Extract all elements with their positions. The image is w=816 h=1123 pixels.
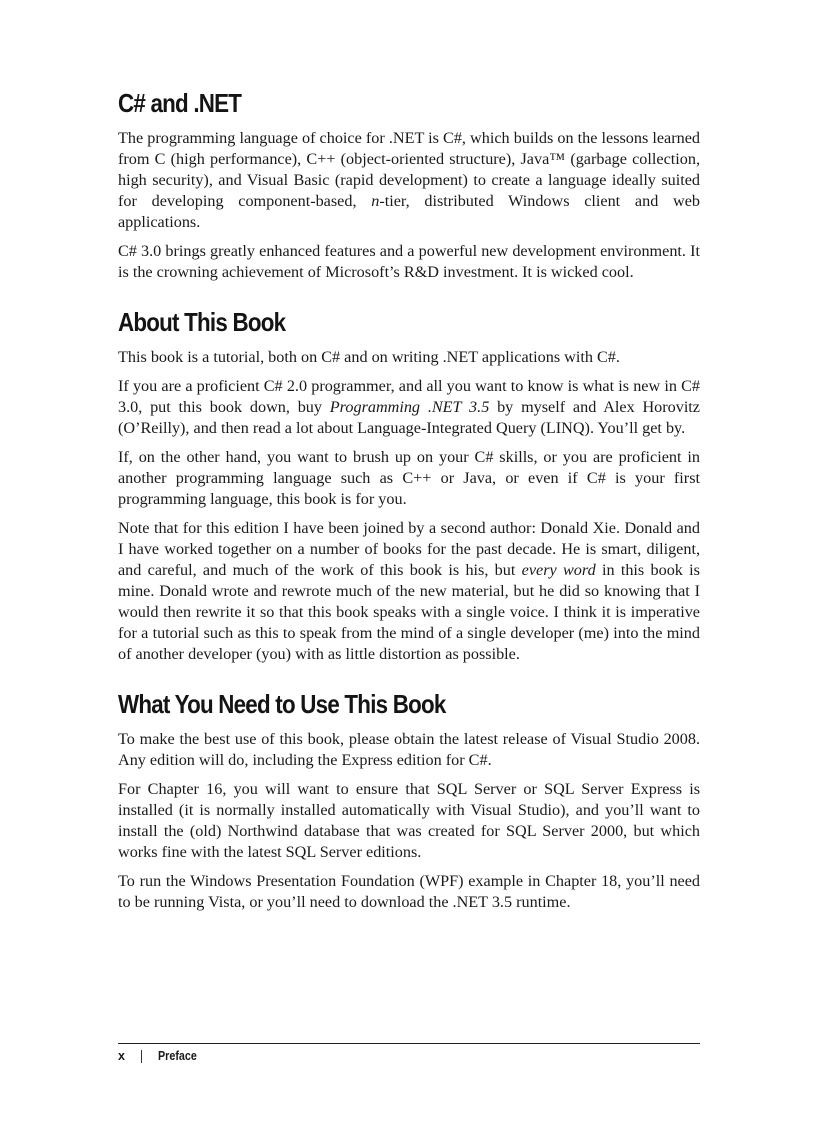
text-run: For Chapter 16, you will want to ensure that SQL Server or SQL Server Express is installed (it is normally installed automatically with Visual Studio), and you’ll want to install the (old) Northwind database that was created for SQL Server 2000, but which works fine with the latest SQL Server editions. [118, 780, 700, 861]
section-about-this-book [118, 305, 700, 665]
text-run: To run the Windows Presentation Foundation (WPF) example in Chapter 18, you’ll need to be running Vista, or you’ll need to download the .NET 3.5 runtime. [118, 872, 700, 911]
section-what-you-need [118, 687, 700, 913]
footer-separator [141, 1050, 142, 1063]
emphasis-text: every word [521, 561, 596, 579]
paragraph [118, 729, 700, 771]
section-csharp-and-dotnet [118, 86, 700, 283]
text-run: The programming language of choice for .NET is C#, which builds on the lessons learned from C (high performance), C++ (object-oriented structure), Java™ (garbage collection, high security), and Visual Basic (rapid development) to create a language ideally suited for developing component-based, [118, 129, 700, 210]
paragraph [118, 447, 700, 510]
paragraph [118, 347, 700, 368]
section-heading: C# and .NET [118, 88, 242, 118]
text-run: If, on the other hand, you want to brush up on your C# skills, or you are proficient in another programming language such as C++ or Java, or even if C# is your first programming language, this book is for you. [118, 448, 700, 508]
book-title: Programming .NET 3.5 [329, 398, 490, 416]
text-run: -tier, distributed Windows client and web applications. [118, 192, 700, 231]
text-run: Note that for this edition I have been joined by a second author: Donald Xie. Donald and I have worked together on a number of books for the past decade. He is smart, diligent, and careful, and much of the work of this book is his, but [118, 519, 700, 579]
running-section-title: Preface [157, 1049, 197, 1063]
page-footer [118, 1047, 203, 1065]
text-run: C# 3.0 brings greatly enhanced features and a powerful new development environment. It is the crowning achievement of Microsoft’s R&D investment. It is wicked cool. [118, 242, 700, 281]
paragraph [118, 871, 700, 913]
paragraph [118, 241, 700, 283]
paragraph [118, 518, 700, 665]
text-run: If you are a proficient C# 2.0 programmer, and all you want to know is what is new in C# 3.0, put this book down, buy [118, 377, 700, 416]
paragraph [118, 128, 700, 233]
text-run: This book is a tutorial, both on C# and on writing .NET applications with C#. [118, 348, 620, 366]
paragraph [118, 779, 700, 863]
text-run: To make the best use of this book, please obtain the latest release of Visual Studio 2008. Any edition will do, including the Express edition for C#. [118, 730, 700, 769]
section-heading: What You Need to Use This Book [118, 689, 446, 719]
text-run: in this book is mine. Donald wrote and rewrote much of the new material, but he did so knowing that I would then rewrite it so that this book speaks with a single voice. I think it is imperative for a tutorial such as this to speak from the mind of a single developer (me) into the mind of another developer (you) with as little distortion as possible. [118, 561, 700, 663]
footer-rule [118, 1043, 700, 1044]
text-run: by myself and Alex Horovitz (O’Reilly), and then read a lot about Language-Integrated Query (LINQ). You’ll get by. [118, 398, 700, 437]
emphasis-text: n [371, 192, 380, 210]
section-heading: About This Book [118, 307, 286, 337]
page-content [118, 86, 700, 921]
page-number: x [118, 1049, 125, 1063]
paragraph [118, 376, 700, 439]
